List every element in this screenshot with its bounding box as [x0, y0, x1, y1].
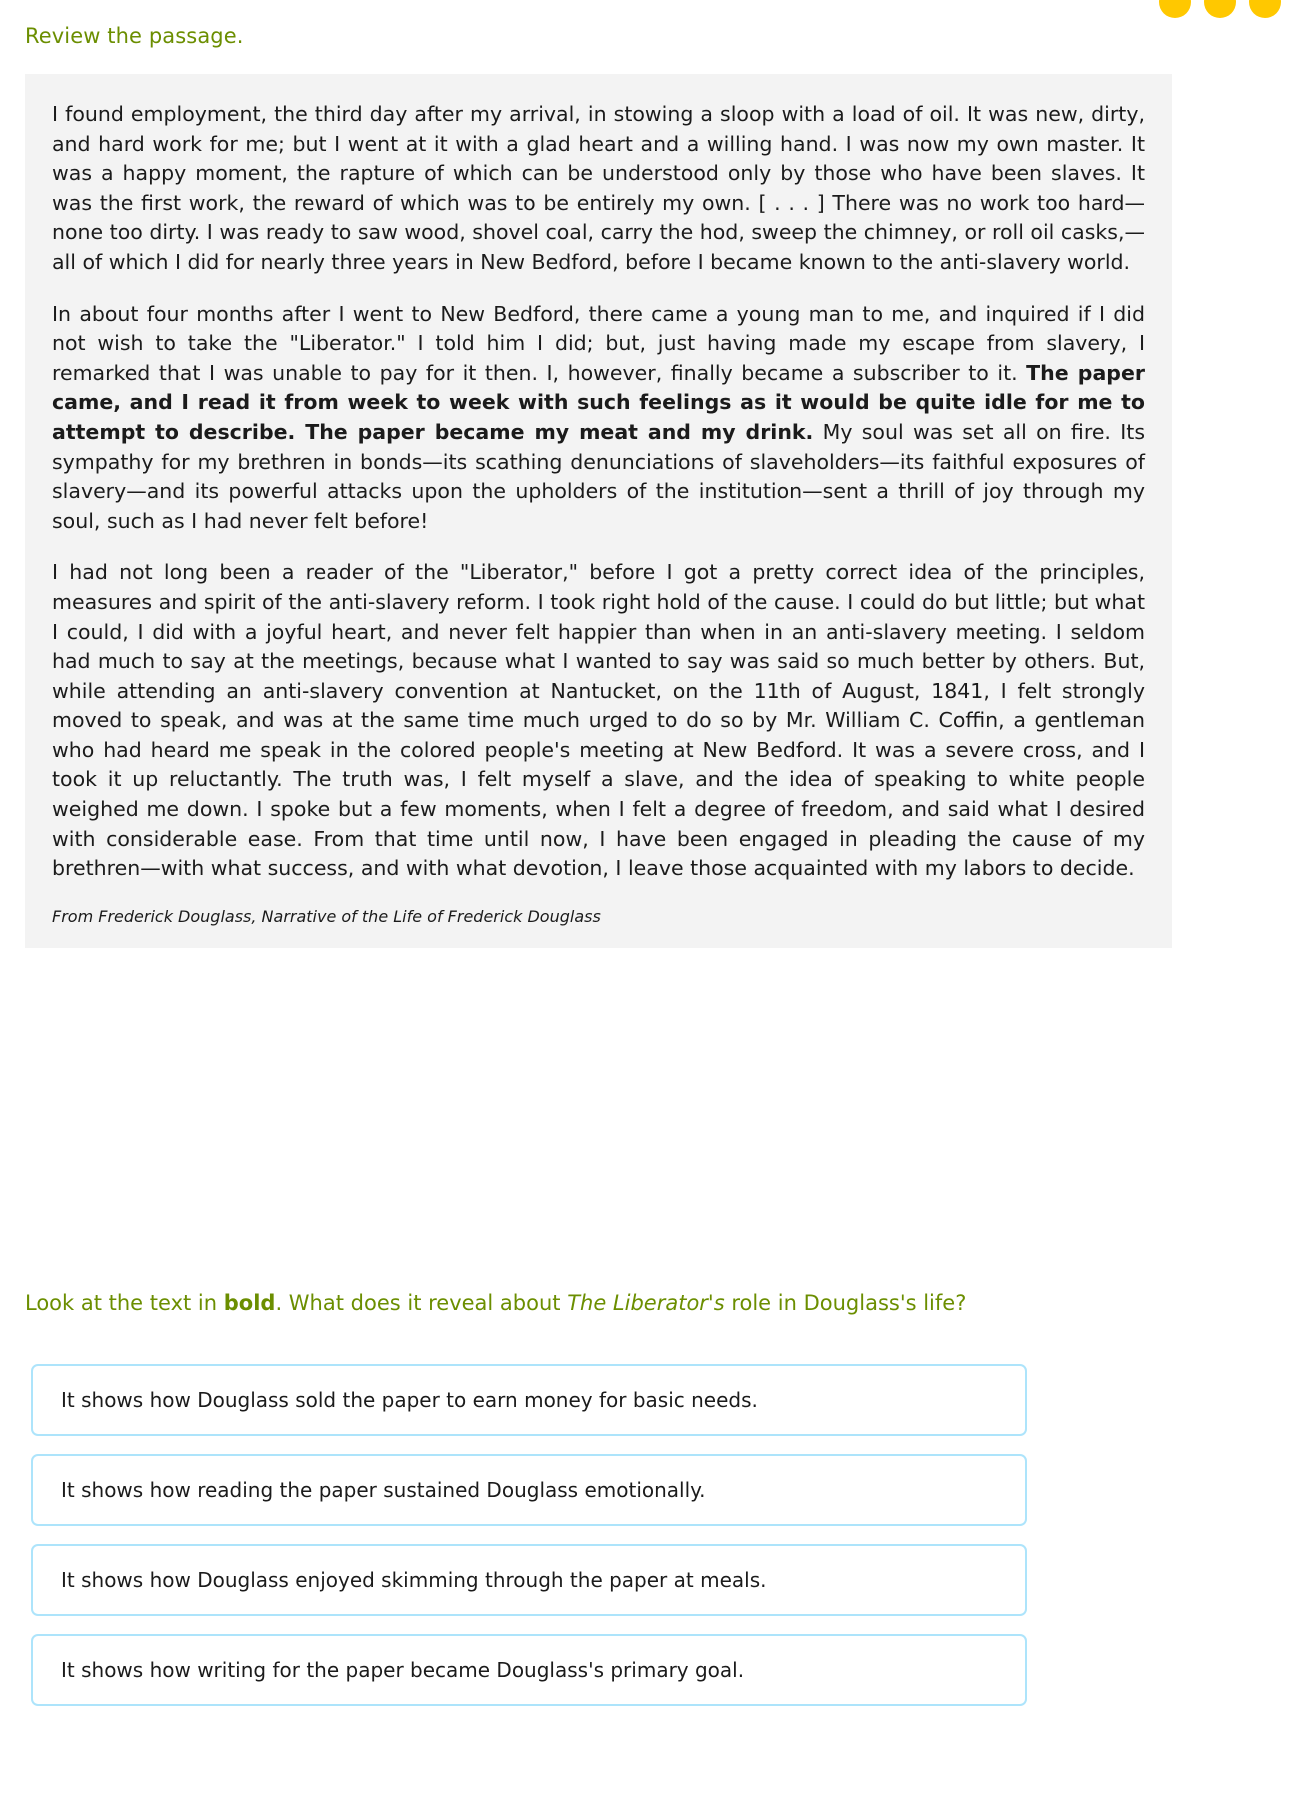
decorative-dot-3-icon: [1249, 0, 1281, 18]
question-text: [25, 1288, 1205, 1318]
answer-choice-d[interactable]: [31, 1634, 1027, 1706]
answer-choice-c[interactable]: [31, 1544, 1027, 1616]
answer-choice-label: It shows how Douglass sold the paper to earn money for basic needs.: [61, 1388, 758, 1412]
passage-attribution: From Frederick Douglass, Narrative of the Life of Frederick Douglass: [52, 906, 601, 926]
question-italic-title: The Liberator's: [567, 1291, 725, 1315]
answer-choice-label: It shows how writing for the paper became Douglass's primary goal.: [61, 1658, 745, 1682]
passage-run: I found employment, the third day after my arrival, in stowing a sloop with a load of oil. It was new, dirty, and hard work for me; but I went at it with a glad heart and a willing hand. I was now my own master. It was a happy moment, the rapture of which can be understood only by those who have been slaves. It was the first work, the reward of which was to be entirely my own. [ . . . ] There was no work too hard—none too dirty. I was ready to saw wood, shovel coal, carry the hod, sweep the chimney, or roll oil casks,—all of which I did for nearly three years in New Bedford, before I became known to the anti-slavery world.: [52, 102, 1145, 274]
passage-paragraph: [52, 558, 1145, 884]
answer-choice-a[interactable]: [31, 1364, 1027, 1436]
question-bold-word: bold: [223, 1291, 276, 1315]
answer-choices: [31, 1364, 1027, 1724]
answer-choice-label: It shows how reading the paper sustained Douglass emotionally.: [61, 1478, 706, 1502]
answer-choice-label: It shows how Douglass enjoyed skimming through the paper at meals.: [61, 1568, 767, 1592]
answer-choice-b[interactable]: [31, 1454, 1027, 1526]
passage-paragraph: [52, 100, 1145, 278]
passage-body: [52, 100, 1145, 884]
review-prompt: Review the passage.: [25, 24, 244, 48]
passage-run: I had not long been a reader of the "Liberator," before I got a pretty correct idea of the principles, measures and spirit of the anti-slavery reform. I took right hold of the cause. I could do but little; but what I could, I did with a joyful heart, and never felt happier than when in an anti-slavery meeting. I seldom had much to say at the meetings, because what I wanted to say was said so much better by others. But, while attending an anti-slavery convention at Nantucket, on the 11th of August, 1841, I felt strongly moved to speak, and was at the same time much urged to do so by Mr. William C. Coffin, a gentleman who had heard me speak in the colored people's meeting at New Bedford. It was a severe cross, and I took it up reluctantly. The truth was, I felt myself a slave, and the idea of speaking to white people weighed me down. I spoke but a few moments, when I felt a degree of freedom, and said what I desired with considerable ease. From that time until now, I have been engaged in pleading the cause of my brethren—with what success, and with what devotion, I leave those acquainted with my labors to decide.: [52, 560, 1145, 881]
passage-bold-run: The paper came, and I read it from week to week with such feelings as it would be quite idle for me to attempt to describe. The paper became my meat and my drink.: [52, 360, 1145, 444]
question-middle: . What does it reveal about: [275, 1291, 568, 1315]
passage-run: My soul was set all on fire. Its sympathy for my brethren in bonds—its scathing denunciations of slaveholders—its faithful exposures of slavery—and its powerful attacks upon the upholders of the institution—sent a thrill of joy through my soul, such as I had never felt before!: [52, 419, 1145, 533]
question-prefix: Look at the text in: [25, 1291, 224, 1315]
passage-paragraph: [52, 300, 1145, 537]
decorative-dots: [1159, 0, 1281, 18]
decorative-dot-2-icon: [1204, 0, 1236, 18]
decorative-dot-1-icon: [1159, 0, 1191, 18]
question-suffix: role in Douglass's life?: [724, 1291, 967, 1315]
passage-run: In about four months after I went to New Bedford, there came a young man to me, and inquired if I did not wish to take the "Liberator." I told him I did; but, just having made my escape from slavery, I remarked that I was unable to pay for it then. I, however, finally became a subscriber to it.: [52, 301, 1145, 385]
passage-panel: [25, 74, 1172, 948]
